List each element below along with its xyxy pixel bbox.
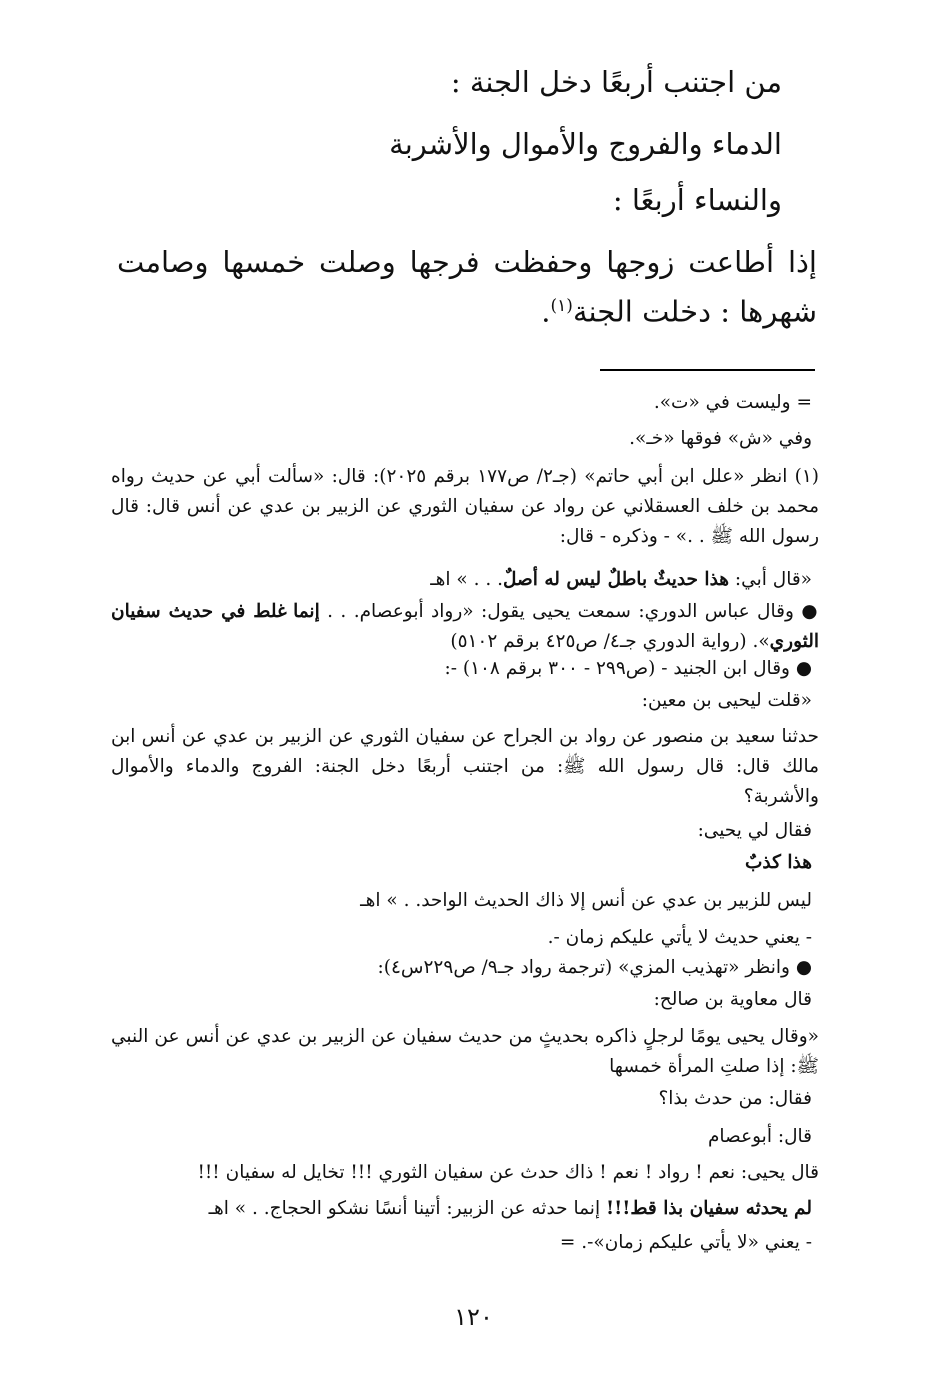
qal-line: قال: أبوعصام (707, 1126, 812, 1147)
faqal-line: فقال: من حدث بذا؟ (658, 1088, 812, 1109)
main-text-line-4: إذا أطاعت زوجها وحفظت فرجها وصلت خمسها وصامت شهرها : دخلت الجنة (117, 245, 817, 329)
main-text-line-1: من اجتنب أربعًا دخل الجنة : (450, 65, 782, 99)
quote-prefix: «قال أبي: (729, 569, 812, 590)
faqala-line: فقال لي يحيى: (697, 820, 812, 841)
abbas-bold: إنما غلط في حديث سفيان الثوري (111, 601, 819, 652)
abbas-paragraph (111, 597, 819, 657)
yahya-line-2 (209, 1196, 812, 1222)
footnote-continuation-1: = وليست في «ت». (653, 392, 812, 413)
yani-line-1: - يعني حديث لا يأتي عليكم زمان -. (547, 927, 812, 948)
quote-bold: هذا حديثٌ باطلٌ ليس له أصلٌ (503, 569, 730, 590)
abbas-prefix: ● وقال عباس الدوري: سمعت يحيى يقول: «رواد أبوعصام. . . (319, 601, 819, 622)
junaid-line: ● وقال ابن الجنيد - (ص٢٩٩ - ٣٠٠ برقم ١٠٨) -: (444, 658, 812, 679)
waqala-paragraph: «وقال يحيى يومًا لرجلٍ ذاكره بحديثٍ من حديث سفيان عن الزبير بن عدي عن أنس عن النبي ﷺ: إذا صلتِ المرأة خمسها (111, 1026, 819, 1077)
yahya-line-1: قال يحيى: نعم ! رواد ! نعم ! ذاك حدث عن سفيان الثوري !!! تخايل له سفيان !!! (197, 1162, 819, 1183)
qultu-line: «قلت ليحيى بن معين: (641, 690, 812, 711)
laysa-line: ليس للزبير بن عدي عن أنس إلا ذاك الحديث الواحد. . » اهـ (360, 890, 812, 911)
haddathana-paragraph: حدثنا سعيد بن منصور عن رواد بن الجراح عن سفيان الثوري عن الزبير بن عدي عن أنس ابن مالك قال: قال رسول الله ﷺ: من اجتنب أربعًا دخل الجنة: الفروج والدماء والأموال والأشربة؟ (111, 726, 819, 807)
hadha-kadhib-line: هذا كذبٌ (745, 852, 812, 873)
footnote-separator (600, 369, 815, 371)
main-text-paragraph (117, 240, 817, 334)
page-number: ١٢٠ (454, 1303, 493, 1331)
yani-line-2: - يعني «لا يأتي عليكم زمان»-. = (559, 1232, 812, 1253)
yahya-rest: إنما حدثه عن الزبير: أتينا أنسًا نشكو الحجاج. . » اهـ (208, 1198, 606, 1219)
main-text-line-3: والنساء أربعًا : (612, 183, 782, 217)
yahya-bold: لم يحدثه سفيان بذا قط!!! (605, 1198, 812, 1219)
footnote-1-quote (430, 567, 812, 593)
muawiya-line: قال معاوية بن صالح: (653, 989, 812, 1010)
footnote-reference: (١) (550, 296, 573, 316)
main-text-line-4-end: . (541, 294, 551, 329)
main-text-line-2: الدماء والفروج والأموال والأشربة (389, 127, 782, 161)
footnote-continuation-2: وفي «ش» فوقها «خـ». (629, 428, 812, 449)
abbas-suffix: ». (رواية الدوري جـ٤/ ص٤٢٥ برقم ٥١٠٢) (450, 631, 770, 652)
wanzur-line: ● وانظر «تهذيب المزي» (ترجمة رواد جـ٩/ ص٢٢٩س٤): (377, 957, 812, 978)
footnote-1-intro: (١) انظر «علل ابن أبي حاتم» (جـ٢/ ص١٧٧ برقم ٢٠٢٥): قال: «سألت أبي عن حديث رواه محمد بن خلف العسقلاني عن رواد عن سفيان الثوري عن الزبير بن عدي عن أنس قال: قال رسول الله ﷺ . .» - وذكره - قال: (111, 466, 820, 547)
quote-suffix: . . . » اهـ (430, 569, 504, 590)
